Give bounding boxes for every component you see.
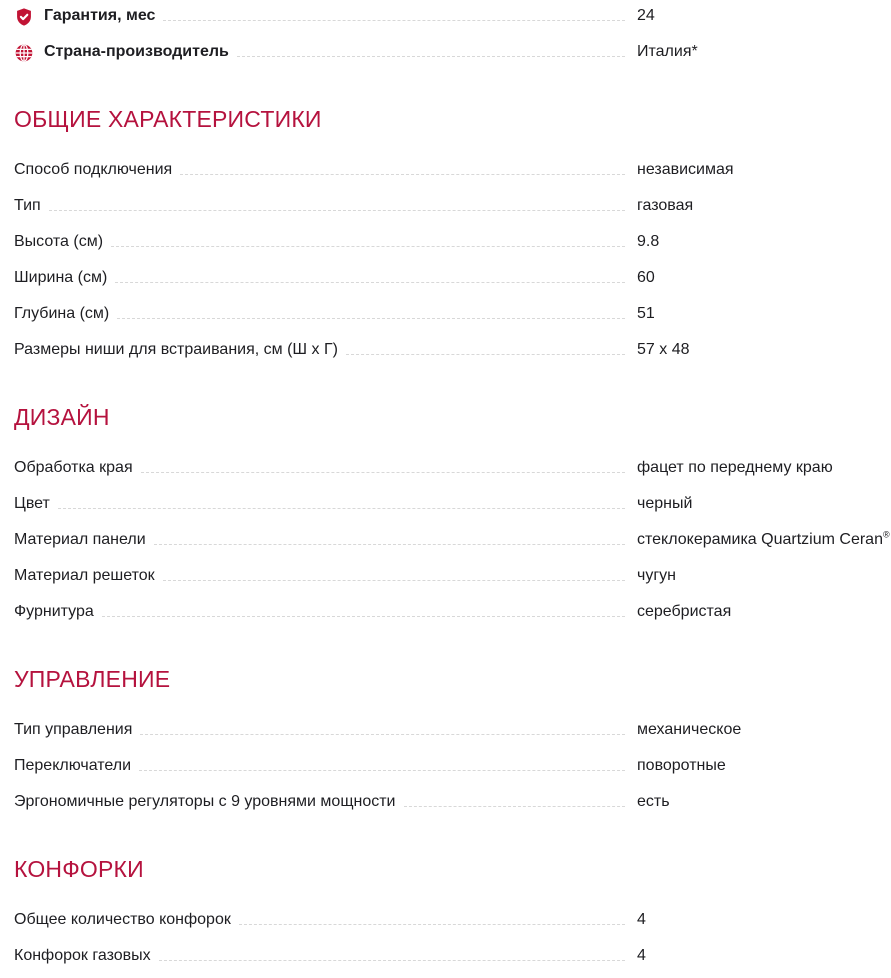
spec-row-left — [14, 566, 637, 585]
spec-row — [14, 0, 877, 25]
spec-label: Общее количество конфорок — [14, 910, 231, 928]
spec-row — [14, 585, 877, 621]
spec-label: Переключатели — [14, 756, 132, 774]
section-rows — [14, 441, 890, 621]
dotted-leader — [115, 282, 625, 283]
spec-value: механическое — [637, 720, 742, 738]
dotted-leader — [163, 20, 625, 21]
spec-row-left — [14, 458, 637, 477]
spec-value: 9.8 — [637, 232, 660, 250]
dotted-leader — [141, 472, 625, 473]
spec-value: 4 — [637, 910, 646, 928]
dotted-leader — [163, 580, 625, 581]
spec-row — [14, 251, 877, 287]
spec-row-left — [14, 720, 637, 739]
spec-value: газовая — [637, 196, 694, 214]
spec-row-left — [14, 6, 637, 25]
spec-label: Тип — [14, 196, 41, 214]
spec-value: серебристая — [637, 602, 732, 620]
spec-label: Ширина (см) — [14, 268, 108, 286]
spec-value: фацет по переднему краю — [637, 458, 833, 476]
spec-label: Цвет — [14, 494, 50, 512]
spec-row — [14, 775, 877, 811]
dotted-leader — [49, 210, 625, 211]
spec-row-left — [14, 42, 637, 61]
globe-icon — [14, 43, 34, 63]
section-title: УПРАВЛЕНИЕ — [14, 666, 171, 692]
spec-value: стеклокерамика Quartzium Ceran® — [637, 529, 890, 548]
spec-label: Способ подключения — [14, 160, 173, 178]
spec-row-left — [14, 602, 637, 621]
spec-value: есть — [637, 792, 670, 810]
spec-row — [14, 143, 877, 179]
spec-row — [14, 477, 877, 513]
spec-row-left — [14, 946, 637, 965]
spec-value: 60 — [637, 268, 655, 286]
dotted-leader — [58, 508, 625, 509]
spec-row — [14, 893, 877, 929]
section-rows — [14, 893, 877, 965]
spec-label: Материал панели — [14, 530, 146, 548]
dotted-leader — [102, 616, 625, 617]
dotted-leader — [180, 174, 625, 175]
dotted-leader — [111, 246, 625, 247]
spec-value: Италия* — [637, 42, 698, 60]
dotted-leader — [346, 354, 625, 355]
section-rows — [14, 143, 877, 359]
spec-row-left — [14, 530, 637, 549]
spec-row — [14, 929, 877, 965]
dotted-leader — [404, 806, 626, 807]
spec-row — [14, 287, 877, 323]
spec-row — [14, 215, 877, 251]
dotted-leader — [117, 318, 625, 319]
spec-row — [14, 549, 877, 585]
dotted-leader — [239, 924, 625, 925]
spec-row-left — [14, 792, 637, 811]
spec-label: Эргономичные регуляторы с 9 уровнями мощности — [14, 792, 396, 810]
section-title: ДИЗАЙН — [14, 404, 110, 430]
highlighted-specs — [14, 0, 877, 61]
spec-label: Высота (см) — [14, 232, 104, 250]
spec-value: чугун — [637, 566, 677, 584]
spec-row-left — [14, 756, 637, 775]
spec-value: 24 — [637, 6, 655, 24]
spec-label: Фурнитура — [14, 602, 94, 620]
spec-label: Размеры ниши для встраивания, см (Ш х Г) — [14, 340, 338, 358]
spec-row-left — [14, 340, 637, 359]
spec-label: Глубина (см) — [14, 304, 110, 322]
spec-value: 51 — [637, 304, 655, 322]
section-rows — [14, 703, 877, 811]
spec-label: Обработка края — [14, 458, 133, 476]
dotted-leader — [159, 960, 625, 961]
shield-check-icon — [14, 7, 34, 27]
dotted-leader — [237, 56, 625, 57]
spec-row-left — [14, 304, 637, 323]
dotted-leader — [139, 770, 625, 771]
spec-value: поворотные — [637, 756, 726, 774]
spec-label: Страна-производитель — [44, 42, 229, 60]
spec-sections — [14, 105, 890, 965]
spec-value: 4 — [637, 946, 646, 964]
spec-row-left — [14, 160, 637, 179]
spec-row — [14, 441, 877, 477]
spec-row — [14, 25, 877, 61]
section-title: ОБЩИЕ ХАРАКТЕРИСТИКИ — [14, 106, 322, 132]
spec-label: Материал решеток — [14, 566, 155, 584]
spec-value: черный — [637, 494, 693, 512]
spec-row-left — [14, 232, 637, 251]
registered-trademark: ® — [882, 529, 890, 540]
spec-row — [14, 739, 877, 775]
spec-value: 57 x 48 — [637, 340, 690, 358]
spec-value: независимая — [637, 160, 734, 178]
spec-label: Гарантия, мес — [44, 6, 156, 24]
spec-label: Тип управления — [14, 720, 133, 738]
section-title: КОНФОРКИ — [14, 856, 144, 882]
spec-row — [14, 179, 877, 215]
spec-row-left — [14, 196, 637, 215]
spec-row-left — [14, 268, 637, 287]
spec-row — [14, 703, 877, 739]
spec-row-left — [14, 910, 637, 929]
spec-row-left — [14, 494, 637, 513]
dotted-leader — [154, 544, 625, 545]
spec-row — [14, 323, 877, 359]
spec-label: Конфорок газовых — [14, 946, 151, 964]
dotted-leader — [140, 734, 625, 735]
spec-row — [14, 513, 890, 549]
